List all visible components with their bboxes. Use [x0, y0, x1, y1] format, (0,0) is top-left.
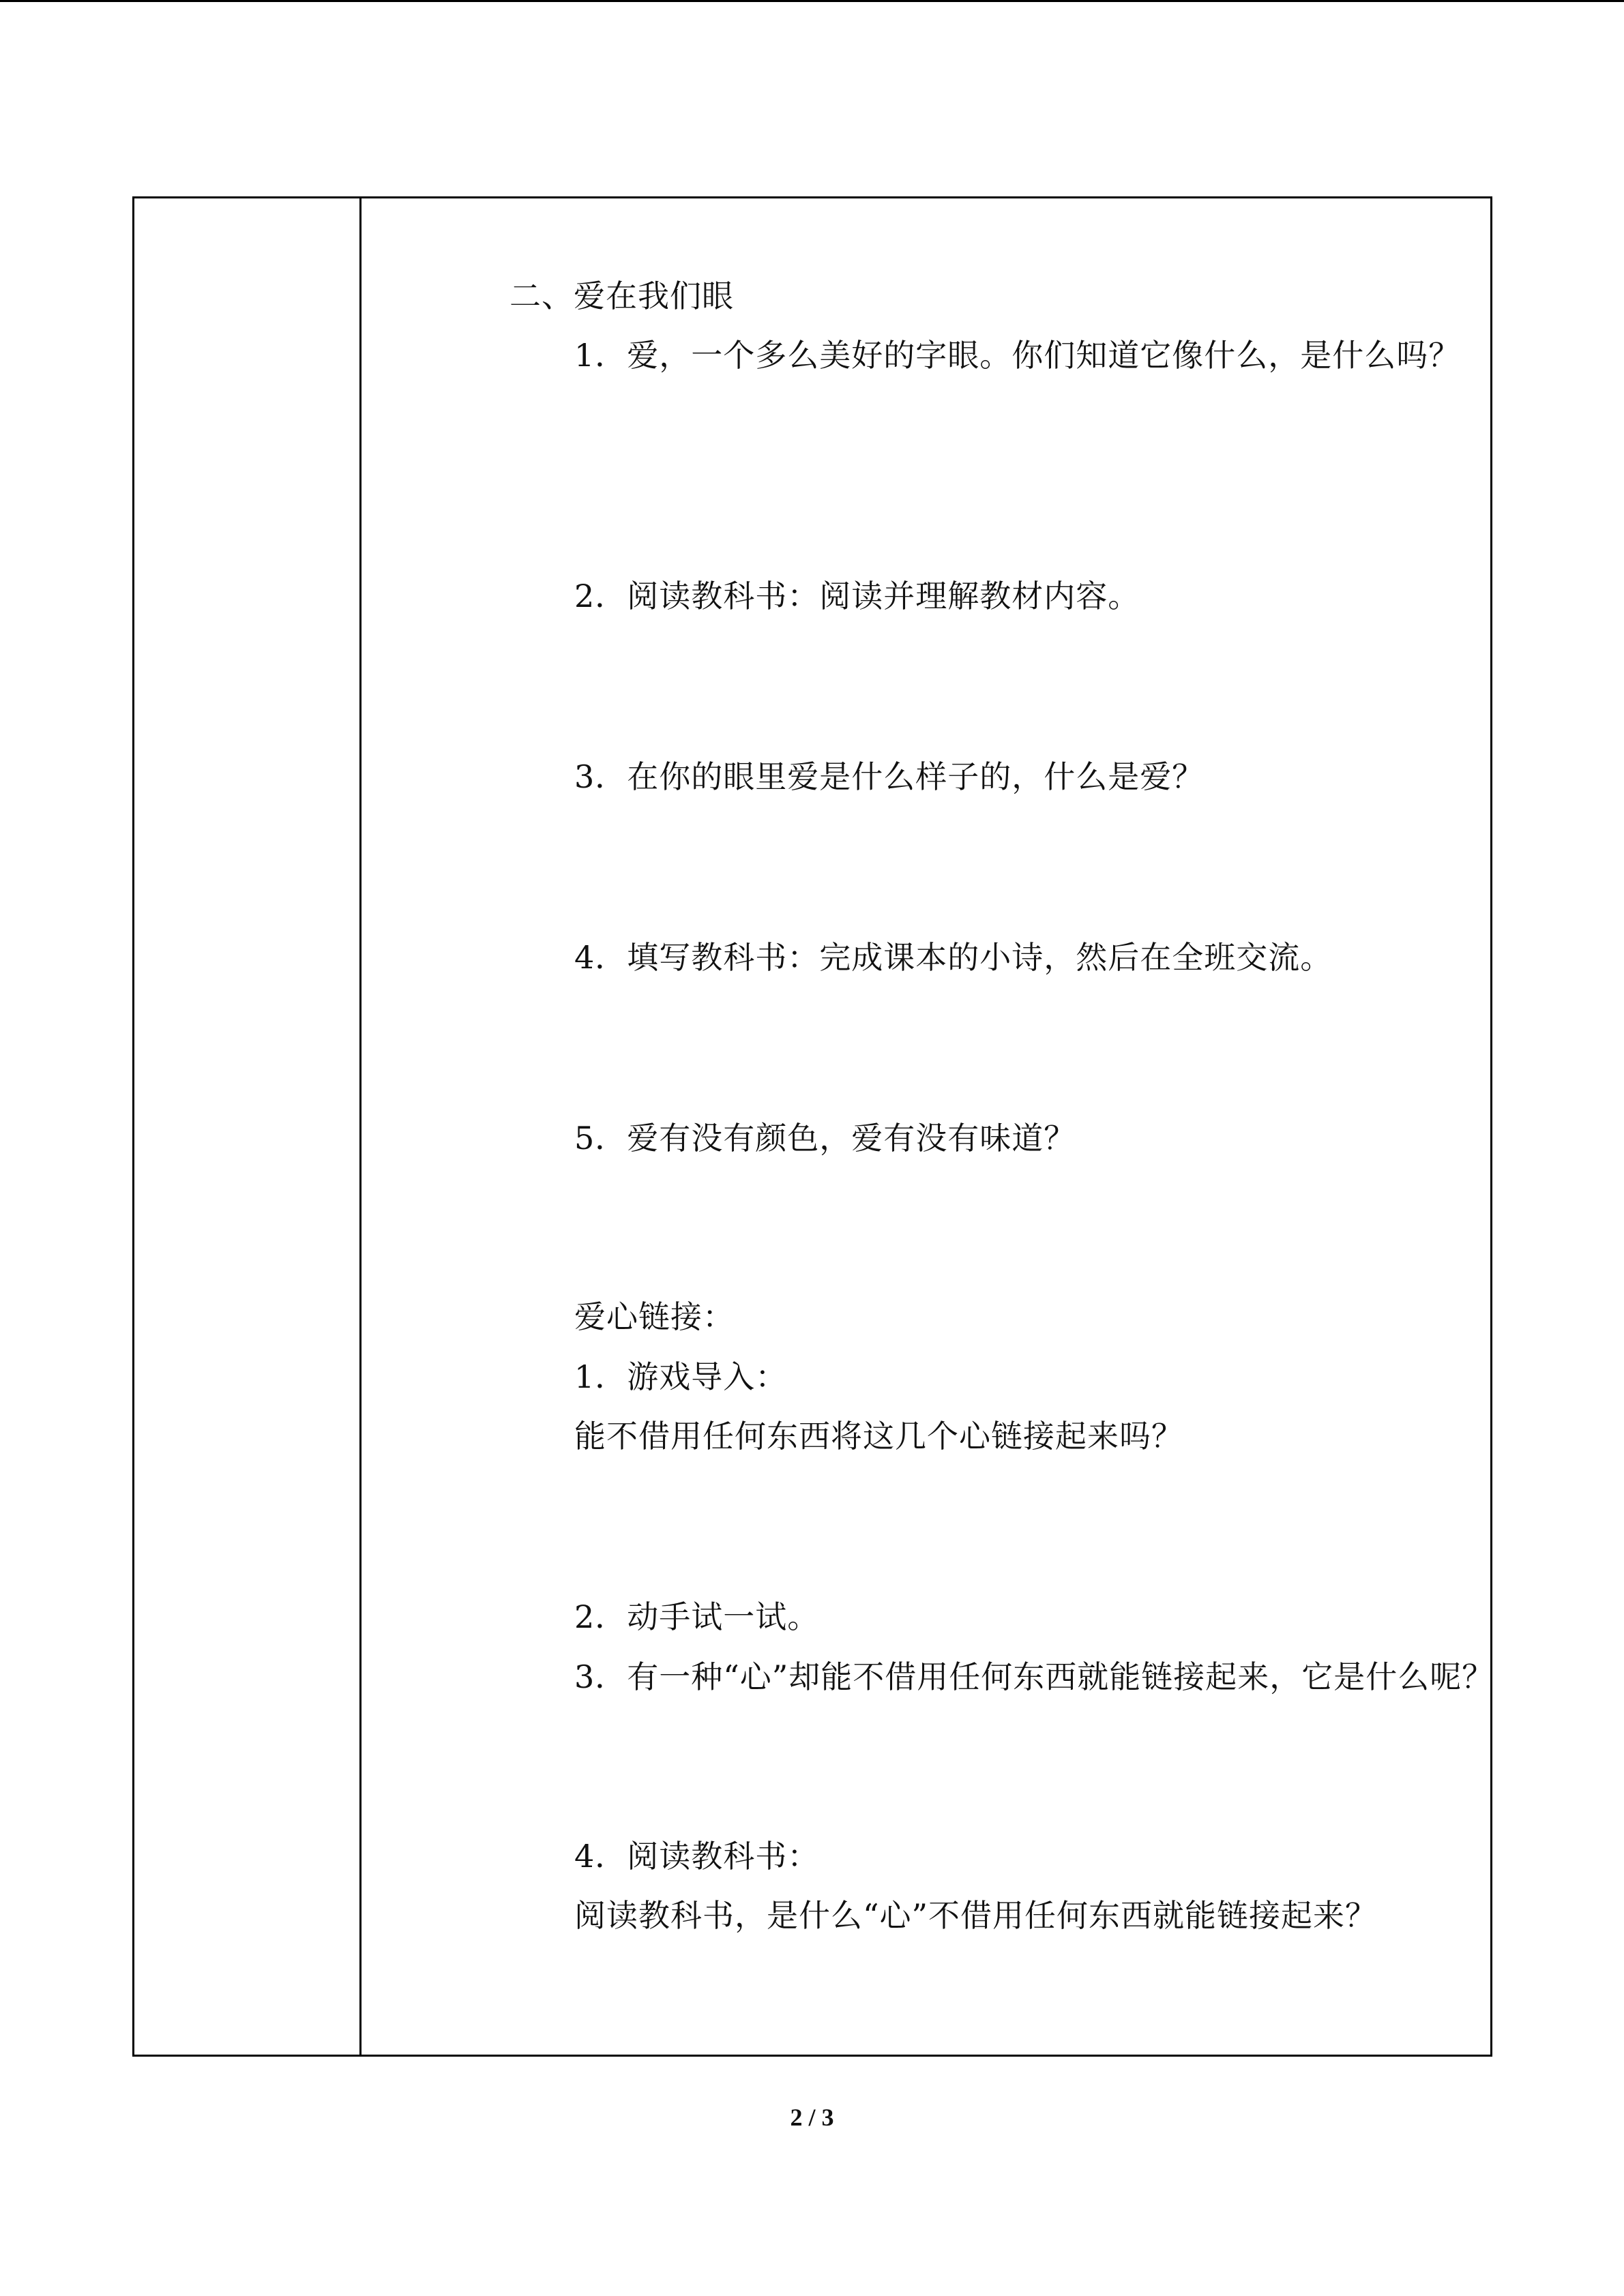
content-cell [361, 198, 1494, 2055]
page-top-border [0, 0, 1624, 2]
link-step-1-text: 能不借用任何东西将这几个心链接起来吗？ [574, 1418, 1183, 1455]
link-step-3: 3．有一种“心”却能不借用任何东西就能链接起来，它是什么呢？ [574, 1658, 1494, 1695]
link-activity-heading: 爱心链接： [574, 1298, 735, 1335]
link-step-2: 2．动手试一试。 [574, 1598, 820, 1635]
item-3: 3．在你的眼里爱是什么样子的，什么是爱？ [574, 758, 1205, 795]
item-2: 2．阅读教科书：阅读并理解教材内容。 [574, 578, 1140, 614]
link-step-4-text: 阅读教科书，是什么“心”不借用任何东西就能链接起来？ [574, 1897, 1378, 1934]
item-1: 1．爱，一个多么美好的字眼。你们知道它像什么，是什么吗？ [574, 337, 1461, 374]
link-step-4-title: 4．阅读教科书： [574, 1838, 820, 1875]
lesson-plan-table [132, 196, 1492, 2057]
page-number: 2 / 3 [790, 2104, 834, 2131]
item-4: 4．填写教科书：完成课本的小诗，然后在全班交流。 [574, 939, 1333, 976]
section-heading: 二、爱在我们眼 [510, 278, 734, 314]
left-column-cell [134, 198, 361, 2055]
item-5: 5．爱有没有颜色，爱有没有味道？ [574, 1120, 1076, 1157]
link-step-1-title: 1．游戏导入： [574, 1358, 788, 1395]
